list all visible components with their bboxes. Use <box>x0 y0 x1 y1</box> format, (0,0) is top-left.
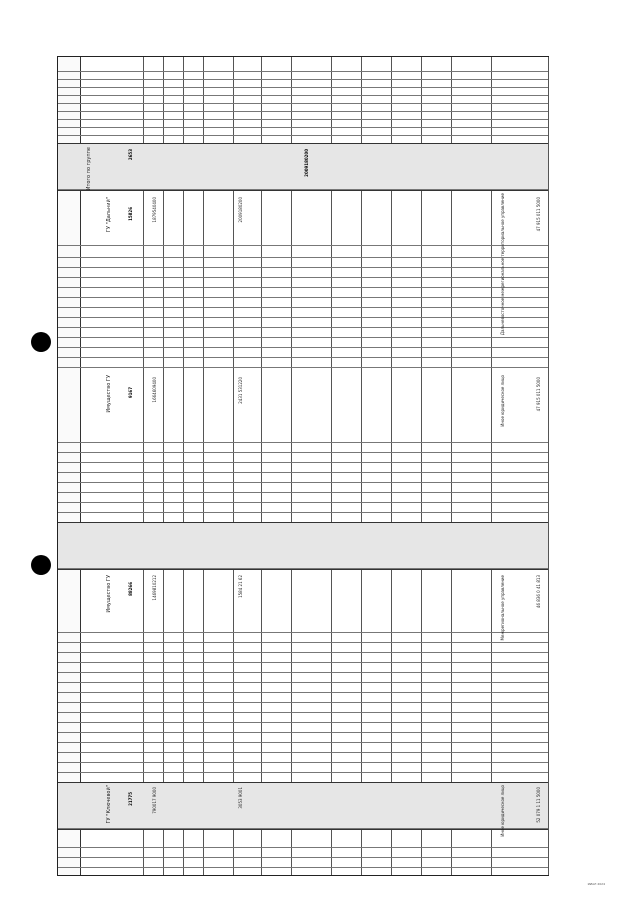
org-code: 21775 <box>128 792 133 806</box>
org-code: 15826 <box>128 207 133 221</box>
punch-hole-bottom <box>31 555 51 575</box>
table-row <box>58 712 548 713</box>
table-row <box>58 652 548 653</box>
table-row <box>58 357 548 358</box>
section-total: 2653 <box>128 149 133 161</box>
table-row <box>58 642 548 643</box>
table-row <box>58 307 548 308</box>
table-row <box>58 87 548 88</box>
org-code: 88266 <box>128 582 133 596</box>
table-row <box>58 245 548 246</box>
table-row <box>58 367 548 368</box>
table-row <box>58 772 548 773</box>
table-row <box>58 337 548 338</box>
org-holder: Иное юридическое лицо <box>500 375 505 427</box>
table-row <box>58 662 548 663</box>
table-row <box>58 71 548 72</box>
org-code: 9167 <box>128 387 133 399</box>
table-row <box>58 257 548 258</box>
table-row <box>58 297 548 298</box>
org-sum: 2009180200 <box>238 197 243 223</box>
table-row <box>58 512 548 513</box>
table-row <box>58 672 548 673</box>
section-band <box>58 782 548 830</box>
table-row <box>58 568 548 569</box>
table-row <box>58 482 548 483</box>
footer-mark: ИИАЛ 2024 <box>587 882 605 886</box>
table-row <box>58 752 548 753</box>
section-total: 2009180200 <box>304 149 309 177</box>
table-row <box>58 119 548 120</box>
org-name: ГУ "Дальний" <box>106 197 112 233</box>
table-row <box>58 462 548 463</box>
org-name: Имущество ГУ <box>106 575 112 613</box>
table-row <box>58 472 548 473</box>
table-row <box>58 828 548 829</box>
org-area: 46 836 0 41 813 <box>536 575 541 609</box>
table-row <box>58 722 548 723</box>
table-row <box>58 287 548 288</box>
punch-hole-top <box>31 332 51 352</box>
table-row <box>58 442 548 443</box>
org-area: 47 915 011 5000 <box>536 377 541 412</box>
org-area: 47 915 011 5000 <box>536 197 541 232</box>
rotated-table-sheet <box>57 56 549 876</box>
org-area: 52 079 1 11 5000 <box>536 787 541 823</box>
table-row <box>58 347 548 348</box>
table-row <box>58 502 548 503</box>
org-sum: 3053 9001 <box>238 787 243 809</box>
org-holder: Дальневосточное межрегиональное территориальное управление <box>500 193 505 336</box>
table-row <box>58 847 548 848</box>
table-row <box>58 135 548 136</box>
table-row <box>58 857 548 858</box>
org-sum: 790017 9000 <box>152 787 157 814</box>
org-holder: Иное юридическое лицо <box>500 785 505 837</box>
org-sum: 1584 21 62 <box>238 575 243 598</box>
table-row <box>58 189 548 190</box>
org-name: ГУ "Ключевой" <box>106 785 112 824</box>
org-sum: 2431 531220 <box>238 377 243 404</box>
table-row <box>58 632 548 633</box>
table-row <box>58 317 548 318</box>
table-row <box>58 762 548 763</box>
table-row <box>58 692 548 693</box>
table-row <box>58 327 548 328</box>
table-row <box>58 867 548 868</box>
table-row <box>58 492 548 493</box>
section-band <box>58 522 548 570</box>
org-holder: Межрегиональное управление <box>500 575 505 641</box>
table-row <box>58 277 548 278</box>
table-row <box>58 742 548 743</box>
org-sum: 1879540400 <box>152 197 157 223</box>
table-row <box>58 702 548 703</box>
table-row <box>58 111 548 112</box>
table-row <box>58 103 548 104</box>
table-row <box>58 267 548 268</box>
table-row <box>58 452 548 453</box>
table-row <box>58 732 548 733</box>
org-name: Имущество ГУ <box>106 375 112 413</box>
org-sum: 1664609400 <box>152 377 157 403</box>
org-sum: 1469810212 <box>152 575 157 601</box>
table-row <box>58 95 548 96</box>
table-row <box>58 127 548 128</box>
section-label: Итого по группе <box>86 147 92 191</box>
table-row <box>58 682 548 683</box>
table-row <box>58 79 548 80</box>
